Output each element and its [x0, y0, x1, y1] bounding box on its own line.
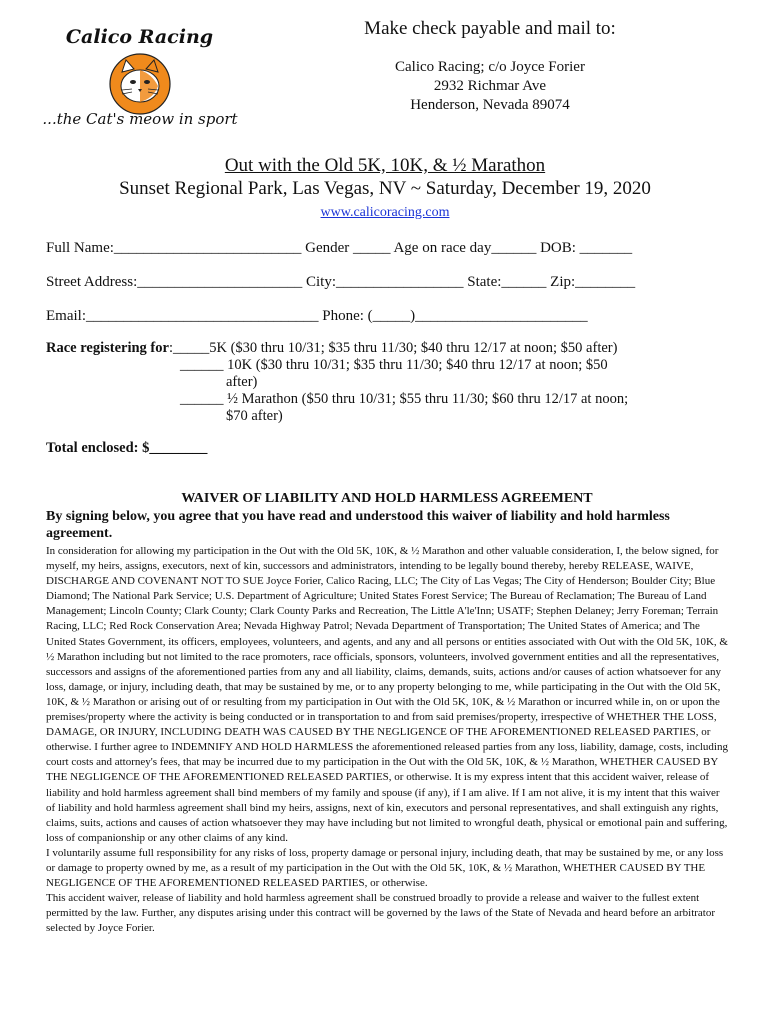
total-enclosed-field[interactable]: Total enclosed: $________: [46, 440, 208, 456]
calico-cat-icon: [108, 52, 172, 116]
waiver-section: [46, 490, 728, 936]
calico-racing-logo: [40, 20, 240, 135]
race-option-5k[interactable]: :_____5K ($30 thru 10/31; $35 thru 11/30; $40 thru 12/17 at noon; $50 after): [168, 340, 618, 356]
name-gender-age-dob-row[interactable]: Full Name:_________________________ Gender _____ Age on race day______ DOB: _______: [46, 240, 633, 256]
race-option-half-marathon[interactable]: ______ ½ Marathon ($50 thru 10/31; $55 thru 11/30; $60 thru 12/17 at noon;: [180, 391, 629, 407]
event-title: Out with the Old 5K, 10K, & ½ Marathon: [224, 155, 546, 176]
mail-line: Henderson, Nevada 89074: [410, 97, 570, 113]
address-city-state-zip-row[interactable]: Street Address:______________________ City:_________________ State:______ Zip:________: [46, 274, 636, 290]
mail-heading: Make check payable and mail to:: [364, 18, 616, 39]
logo-title: Calico Racing: [65, 26, 214, 48]
mailing-address-block: [310, 18, 670, 115]
race-selection: [46, 340, 736, 425]
waiver-paragraph: I voluntarily assume full responsibility for any risks of loss, property damage or personal injury, including death, that may be sustained by me, or any loss or damage to property owned by me, as a result of my participation in the Out with the Old 5K, 10K, & ½ Marathon, WHETHER CAUSED BY THE NEGLIGENCE OF THE AFOREMENTIONED RELEASED PARTIES, or otherwise.: [46, 846, 724, 890]
race-option-10k-cont: after): [226, 374, 258, 390]
waiver-paragraph: In consideration for allowing my participation in the Out with the Old 5K, 10K, & ½ Marathon and other valuable consideration, I, the below signed, for myself, my heirs, assigns, executors, next of kin, successors and administrators, intending to be legally bound thereby, hereby RELEASE, WAIVE, DISCHARGE AND COVENANT NOT TO SUE Joyce Forier, Calico Racing, LLC; The City of Las Vegas; The City of Henderson; Boulder City; Blue Diamond; The National Park Service; U.S. Department of Agriculture; United States Forest Service; The Bureau of Reclamation; The Bureau of Land Management; Lincoln County; Clark County; Clark County Parks and Recreation, The Little A'le'Inn; USATF; Stephen Delaney; Jerry Foreman; Terrain Racing, LLC; Red Rock Conservation Area; Nevada Highway Patrol; Nevada Department of Transportation; The United States of America; and The United States Government, its officers, employees, volunteers, and agents, and any and all persons or entities associated with Out with the Old 5K, 10K, & ½ Marathon including but not limited to the race promoters, race officials, sponsors, volunteers, involved government entities and all the representatives, successors and assigns of the aforementioned parties from any and all liability, claims, demands, suits, actions and/or causes of action whatsoever for any loss, damage, or injury, including death, that may be sustained by me, or to any property belonging to me, while participating in the Out with the Old 5K, 10K, & ½ Marathon or arising out of or resulting from my participation in Out with the Old 5K, 10K, & ½ Marathon or incurred while in, on or upon the premises/property where the activity is being conducted or in transportation to and from said premises/property, irrespective of WHETHER THE LOSS, DAMAGE, OR INJURY, INCLUDING DEATH WAS CAUSED BY THE NEGLIGENCE OF THE AFOREMENTIONED RELEASED PARTIES, or otherwise. I further agree to INDEMNIFY AND HOLD HARMLESS the aforementioned released parties from any loss, liability, damage, costs, including court costs and attorney's fees, that may be incurred due to my participation in the Out with the Old 5K, 10K, & ½ Marathon, WHETHER CAUSED BY THE NEGLIGENCE OF THE AFOREMENTIONED RELEASED PARTIES, or otherwise. It is my express intent that this accident waiver, release of liability and hold harmless agreement shall bind members of my family and spouse (if any), if I am alive. If I am not alive, it is my intent that this waiver of liability and hold harmless agreement shall bind my heirs, assigns, next of kin, executors and personal representatives, and shall extinguish any rights, claims, suits, actions and causes of action whatsoever they may have including but not limited to wrongful death, physical or emotional pain and suffering, loss of companionship or any other claims of any kind.: [46, 545, 728, 844]
email-phone-row[interactable]: Email:_______________________________ Phone: (_____)_______________________: [46, 308, 588, 324]
mail-line: Calico Racing; c/o Joyce Forier: [395, 59, 585, 75]
waiver-intro: By signing below, you agree that you have read and understood this waiver of liability and hold harmless agreement.: [46, 509, 670, 541]
event-header: [0, 155, 770, 225]
race-option-half-marathon-cont: $70 after): [226, 408, 283, 424]
mail-line: 2932 Richmar Ave: [433, 78, 547, 94]
event-location-date: Sunset Regional Park, Las Vegas, NV ~ Saturday, December 19, 2020: [119, 178, 651, 199]
waiver-paragraph: This accident waiver, release of liability and hold harmless agreement shall be construed broadly to provide a release and waiver to the fullest extent permitted by the law. Further, any disputes arising under this contract will be governed by the laws of the State of Nevada and heard before an arbitrator selected by Joyce Forier.: [46, 892, 716, 935]
logo-tagline: ...the Cat's meow in sport: [42, 110, 238, 128]
waiver-body: [46, 544, 728, 936]
race-label: Race registering for: [46, 340, 169, 356]
race-option-10k[interactable]: ______ 10K ($30 thru 10/31; $35 thru 11/30; $40 thru 12/17 at noon; $50: [180, 357, 608, 373]
waiver-title: WAIVER OF LIABILITY AND HOLD HARMLESS AGREEMENT: [181, 491, 593, 506]
website-link[interactable]: www.calicoracing.com: [320, 205, 450, 220]
